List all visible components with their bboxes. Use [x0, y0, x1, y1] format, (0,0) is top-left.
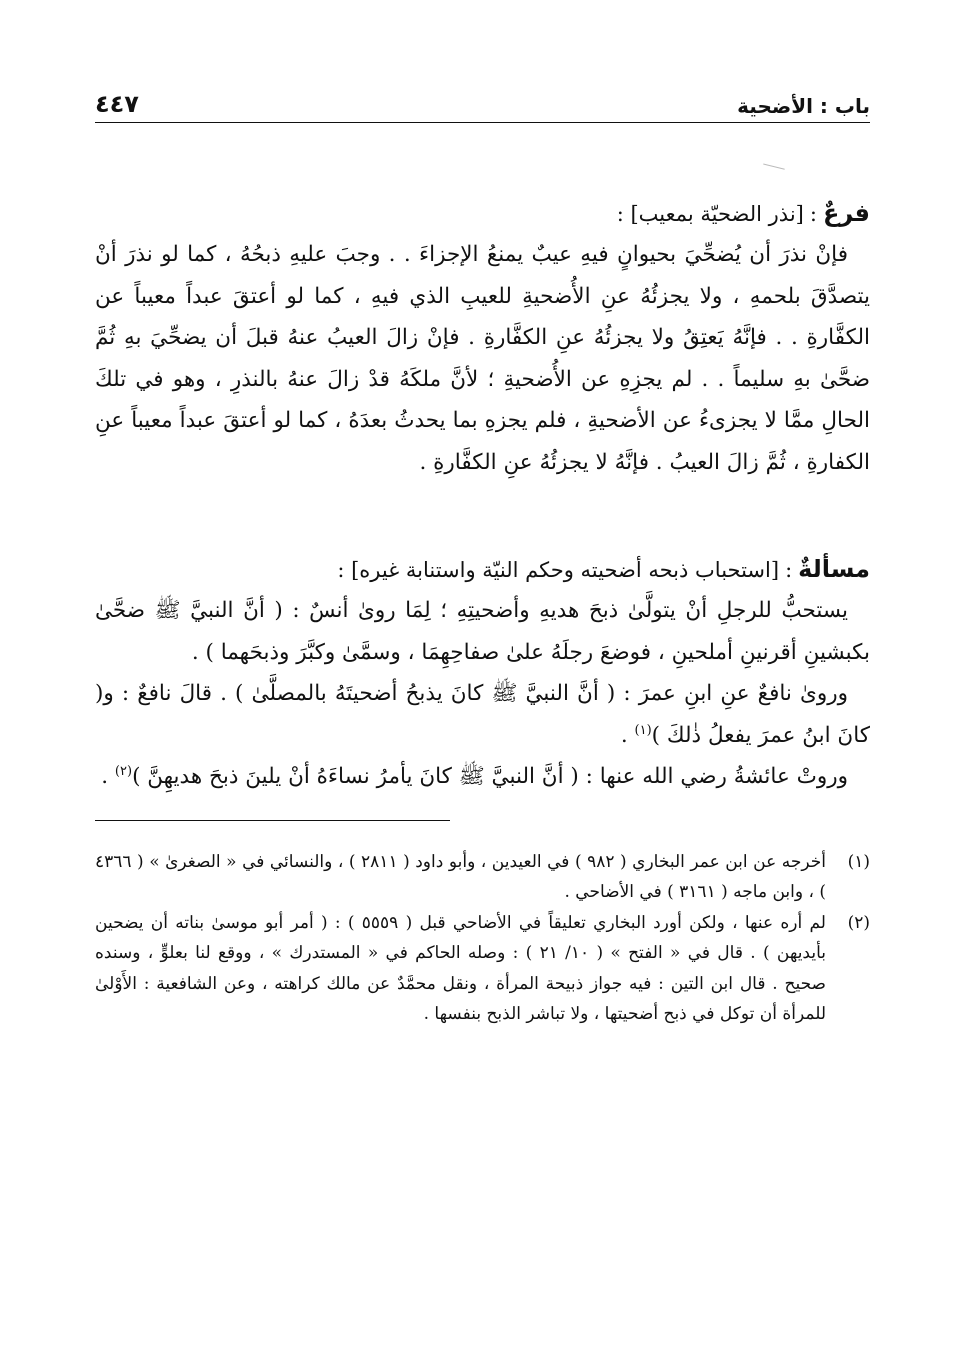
footnotes: [95, 847, 870, 1030]
page: [95, 78, 870, 1030]
footnote-2: [95, 908, 870, 1030]
paragraph-3-end: .: [101, 764, 109, 789]
section1-paragraph: فإنْ نذرَ أن يُضحِّيَ بحيوانٍ فيهِ عيبٌ يمنعُ الإجزاءَ . . وجبَ عليهِ ذبحُهُ ، كما لو نذرَ أنْ يتصدَّقَ بلحمهِ ، ولا يجزئُهُ عنِ الأُضحيةِ للعيبِ الذي فيهِ ، كما لو أعتقَ عبداً معيباً عن الكفَّارةِ . . فإنَّهُ يَعتِقُ ولا يجزئُهُ عنِ الكفَّارةِ . فإنْ زالَ العيبُ عنهُ قبلَ أن يضحِّيَ بهِ ثُمَّ ضحَّىٰ بهِ سليماً . . لم يجزِهِ عن الأُضحيةِ ؛ لأنَّ ملكَهُ قدْ زالَ عنهُ بالنذرِ ، وهو في تلكَ الحالِ ممَّا لا يجزىءُ عن الأضحيةِ ، فلم يجزهِ بما يحدثُ بعدَهُ ، كما لو أعتقَ عبداً معيباً عنِ الكفارةِ ، ثُمَّ زالَ العيبُ . فإنَّهُ لا يجزئُهُ عنِ الكفَّارةِ .: [95, 242, 870, 475]
footnote-1-number: (١): [847, 851, 870, 872]
footnote-separator: [95, 820, 450, 821]
section2-colon: :: [785, 558, 793, 582]
running-header: [95, 78, 870, 123]
footnote-ref-2: (٢): [114, 763, 133, 779]
section1-title: [نذر الضحيّة بمعيب] :: [616, 202, 804, 226]
section2-title: [استحباب ذبحه أضحيته وحكم النيّة واستنابة غيره] :: [337, 558, 780, 582]
footnote-2-number: (٢): [847, 912, 870, 933]
section2-label: مسألةٌ: [798, 555, 870, 583]
footnote-1: [95, 847, 870, 908]
section1-label: فرعٌ: [822, 199, 870, 227]
paragraph-2-text: ورویٰ نافعٌ عنِ ابنِ عمرَ : ( أنَّ النبيَّ ﷺ كانَ يذبحُ أضحيتَهُ بالمصلَّىٰ ) . قالَ نافعٌ : و( كانَ ابنُ عمرَ يفعلُ ذٰلكَ ): [95, 681, 870, 748]
section2-paragraph-1: يستحبُّ للرجلِ أنْ يتولَّىٰ ذبحَ هديهِ وأضحيتِهِ ؛ لِمَا روىٰ أنسٌ : ( أنَّ النبيَّ ﷺ ضحَّىٰ بكبشينِ أقرنينِ أملحينِ ، فوضعَ رجلَهُ علىٰ صفاحِهِمَا ، وسمَّىٰ وكبَّرَ وذبحَهما ) .: [95, 598, 870, 665]
footnote-1-text: أخرجه عن ابن عمر البخاري ( ٩٨٢ ) في العيدين ، وأبو داود ( ٢٨١١ ) ، والنسائي في « الصغرىٰ » ( ٤٣٦٦ ) ، وابن ماجه ( ٣١٦١ ) في الأضاحي .: [95, 851, 826, 902]
paragraph-2-end: .: [620, 722, 628, 748]
section2-paragraph-3: [95, 756, 870, 798]
page-number: ٤٤٧: [95, 90, 139, 118]
section2-heading: [95, 549, 870, 590]
section1-heading: [95, 193, 870, 234]
footnote-2-text: لم أره عنها ، ولكن أورد البخاري تعليقاً في الأضاحي قبل ( ٥٥٥٩ ) : ( أمر أبو موسىٰ بناته أن يضحين بأيديهن ) . قال في « الفتح » ( ١٠/ ٢١ ) : وصله الحاكم في « المستدرك » ، ووقع لنا بعلوٍّ ، وسنده صحيح . قال ابن التين : فيه جواز ذبيحة المرأة ، ونقل محمَّدٌ عن مالك كراهته ، وعن الشافعية : الأَوْلىٰ للمرأة أن توكل في ذبح أضحيتها ، ولا تباشر الذبح بنفسها .: [95, 912, 826, 1024]
paragraph-3-text: وروتْ عائشةُ رضي الله عنها : ( أنَّ النبيَّ ﷺ كانَ يأمرُ نساءَهُ أنْ يلينَ ذبحَ هديهِنَّ ): [132, 764, 848, 789]
section1-colon: :: [809, 202, 817, 226]
section2-paragraph-2: [95, 673, 870, 756]
section-title: باب : الأضحية: [737, 94, 870, 118]
footnote-ref-1: (١): [634, 722, 652, 738]
